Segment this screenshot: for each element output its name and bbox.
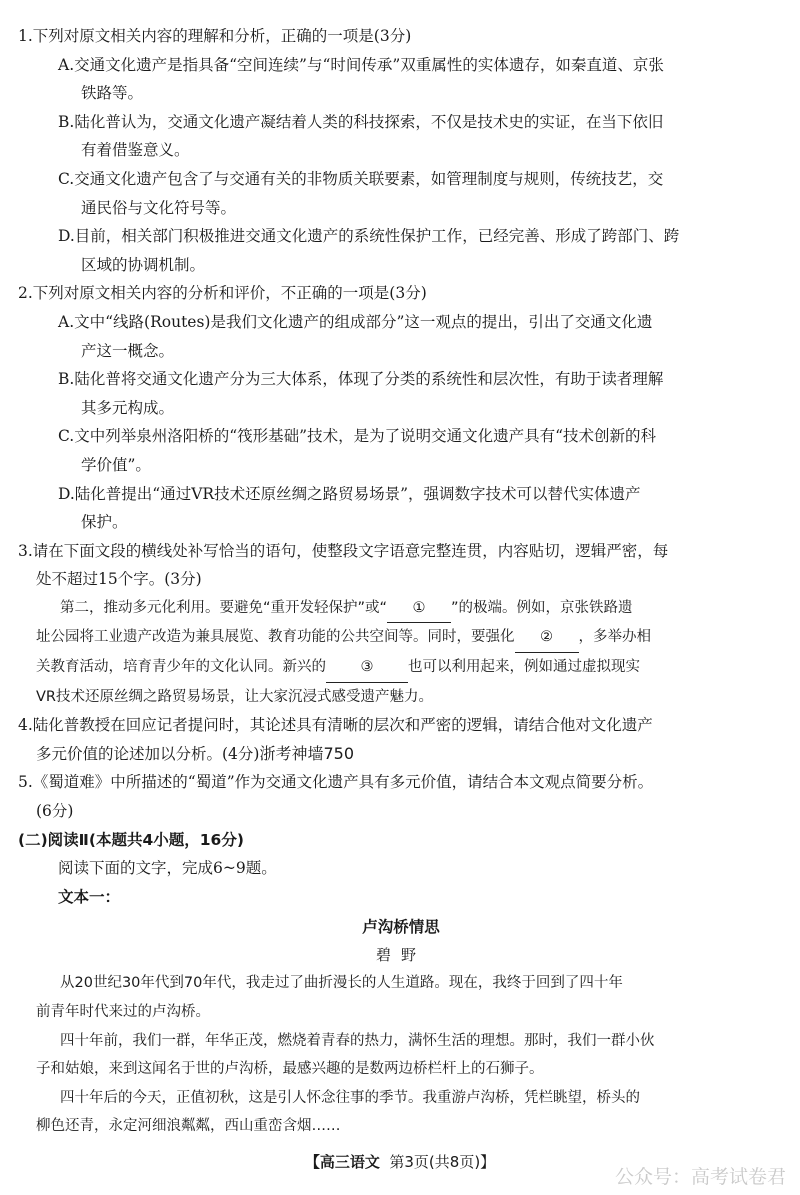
passage-text: 址公园将工业遗产改造为兼具展览、教育功能的公共空间等。同时，要强化 <box>36 629 515 646</box>
q4-stem-text: 多元价值的论述加以分析。(4分) <box>36 744 260 763</box>
article-paragraph: 从20世纪30年代到70年代，我走过了曲折漫长的人生道路。现在，我终于回到了四十年 <box>60 975 623 992</box>
q2-option-a: A.文中“线路(Routes)是我们文化遗产的组成部分”这一观点的提出，引出了交通文化遗 <box>58 312 653 331</box>
q5-stem: 5.《蜀道难》中所描述的“蜀道”作为交通文化遗产具有多元价值，请结合本文观点简要分析。 <box>18 773 654 792</box>
q3-passage-line <box>18 653 784 683</box>
passage-text: ”的极端。例如，京张铁路遗 <box>451 599 633 616</box>
q2-option-b-cont: 其多元构成。 <box>81 398 175 417</box>
passage-text: 也可以利用起来，例如通过虚拟现实 <box>408 659 640 676</box>
q2-option-b: B.陆化普将交通文化遗产分为三大体系，体现了分类的系统性和层次性，有助于读者理解 <box>58 370 664 389</box>
q2-option-d-cont: 保护。 <box>81 513 128 532</box>
passage-text: 第二，推动多元化利用。要避免“重开发轻保护”或“ <box>60 599 388 616</box>
stamp-text: 浙考神墙750 <box>259 743 355 763</box>
article-paragraph: 四十年后的今天，正值初秋，这是引人怀念往事的季节。我重游卢沟桥，凭栏眺望，桥头的 <box>60 1089 640 1106</box>
q2-option-c-cont: 学价值”。 <box>81 455 151 474</box>
article-paragraph-cont: 柳色还青，永定河细浪粼粼，西山重峦含烟…… <box>36 1118 341 1135</box>
article-author: 碧野 <box>375 946 426 965</box>
footer-page: 第3页(共8页)】 <box>389 1153 496 1171</box>
q1-option-c: C.交通文化遗产包含了与交通有关的非物质关联要素，如管理制度与规则，传统技艺，交 <box>58 169 664 188</box>
q1-option-d-cont: 区域的协调机制。 <box>81 255 206 274</box>
q2-option-d: D.陆化普提出“通过VR技术还原丝绸之路贸易场景”，强调数字技术可以替代实体遗产 <box>58 484 641 503</box>
article-title: 卢沟桥情思 <box>362 918 440 937</box>
q2-option-c: C.文中列举泉州洛阳桥的“筏形基础”技术，是为了说明交通文化遗产具有“技术创新的科 <box>58 427 657 446</box>
q3-stem-cont: 处不超过15个字。(3分) <box>36 570 202 589</box>
blank-1[interactable]: ① <box>387 594 451 624</box>
blank-3[interactable]: ③ <box>326 653 408 683</box>
q2-option-a-cont: 产这一概念。 <box>81 341 175 360</box>
q1-option-b: B.陆化普认为，交通文化遗产凝结着人类的科技探索，不仅是技术史的实证，在当下依旧 <box>58 112 664 131</box>
q5-stem-cont: (6分) <box>36 802 74 821</box>
article-paragraph: 四十年前，我们一群，年华正茂，燃烧着青春的热力，满怀生活的理想。那时，我们一群小伙 <box>60 1032 655 1049</box>
q3-passage-line <box>18 594 784 624</box>
article-paragraph-cont: 前青年时代来过的卢沟桥。 <box>36 1004 210 1020</box>
q4-stem: 4.陆化普教授在回应记者提问时，其论述具有清晰的层次和严密的逻辑，请结合他对文化遗产 <box>18 716 653 735</box>
q3-stem: 3.请在下面文段的横线处补写恰当的语句，使整段文字语意完整连贯，内容贴切，逻辑严密，每 <box>18 541 669 560</box>
text-label: 文本一： <box>58 887 121 906</box>
blank-2[interactable]: ② <box>515 623 579 653</box>
q2-stem: 2.下列对原文相关内容的分析和评价，不正确的一项是(3分) <box>18 284 427 303</box>
q1-option-c-cont: 通民俗与文化符号等。 <box>81 198 237 217</box>
passage-text: ，多举办相 <box>578 629 651 646</box>
article-paragraph-cont: 子和姑娘，来到这闻名于世的卢沟桥，最感兴趣的是数两边桥栏杆上的石狮子。 <box>36 1061 544 1078</box>
q1-option-a-cont: 铁路等。 <box>81 84 144 103</box>
q3-passage-line <box>18 623 784 653</box>
q3-passage-line: VR技术还原丝绸之路贸易场景，让大家沉浸式感受遗产魅力。 <box>36 688 433 705</box>
section-instruction: 阅读下面的文字，完成6~9题。 <box>58 859 277 878</box>
q1-option-b-cont: 有着借鉴意义。 <box>81 141 190 160</box>
footer-subject: 【高三语文 <box>304 1153 380 1171</box>
q1-option-d: D.目前，相关部门积极推进交通文化遗产的系统性保护工作，已经完善、形成了跨部门、跨 <box>58 227 680 246</box>
q1-option-a: A.交通文化遗产是指具备“空间连续”与“时间传承”双重属性的实体遗存，如秦直道、京张 <box>58 55 664 74</box>
watermark-text: 公众号：高考试卷君 <box>614 1166 786 1188</box>
q4-stem-cont <box>18 740 784 769</box>
section-heading: (二)阅读Ⅱ(本题共4小题，16分) <box>18 830 244 849</box>
q1-stem: 1.下列对原文相关内容的理解和分析，正确的一项是(3分) <box>18 27 412 45</box>
passage-text: 关教育活动，培育青少年的文化认同。新兴的 <box>36 659 326 676</box>
